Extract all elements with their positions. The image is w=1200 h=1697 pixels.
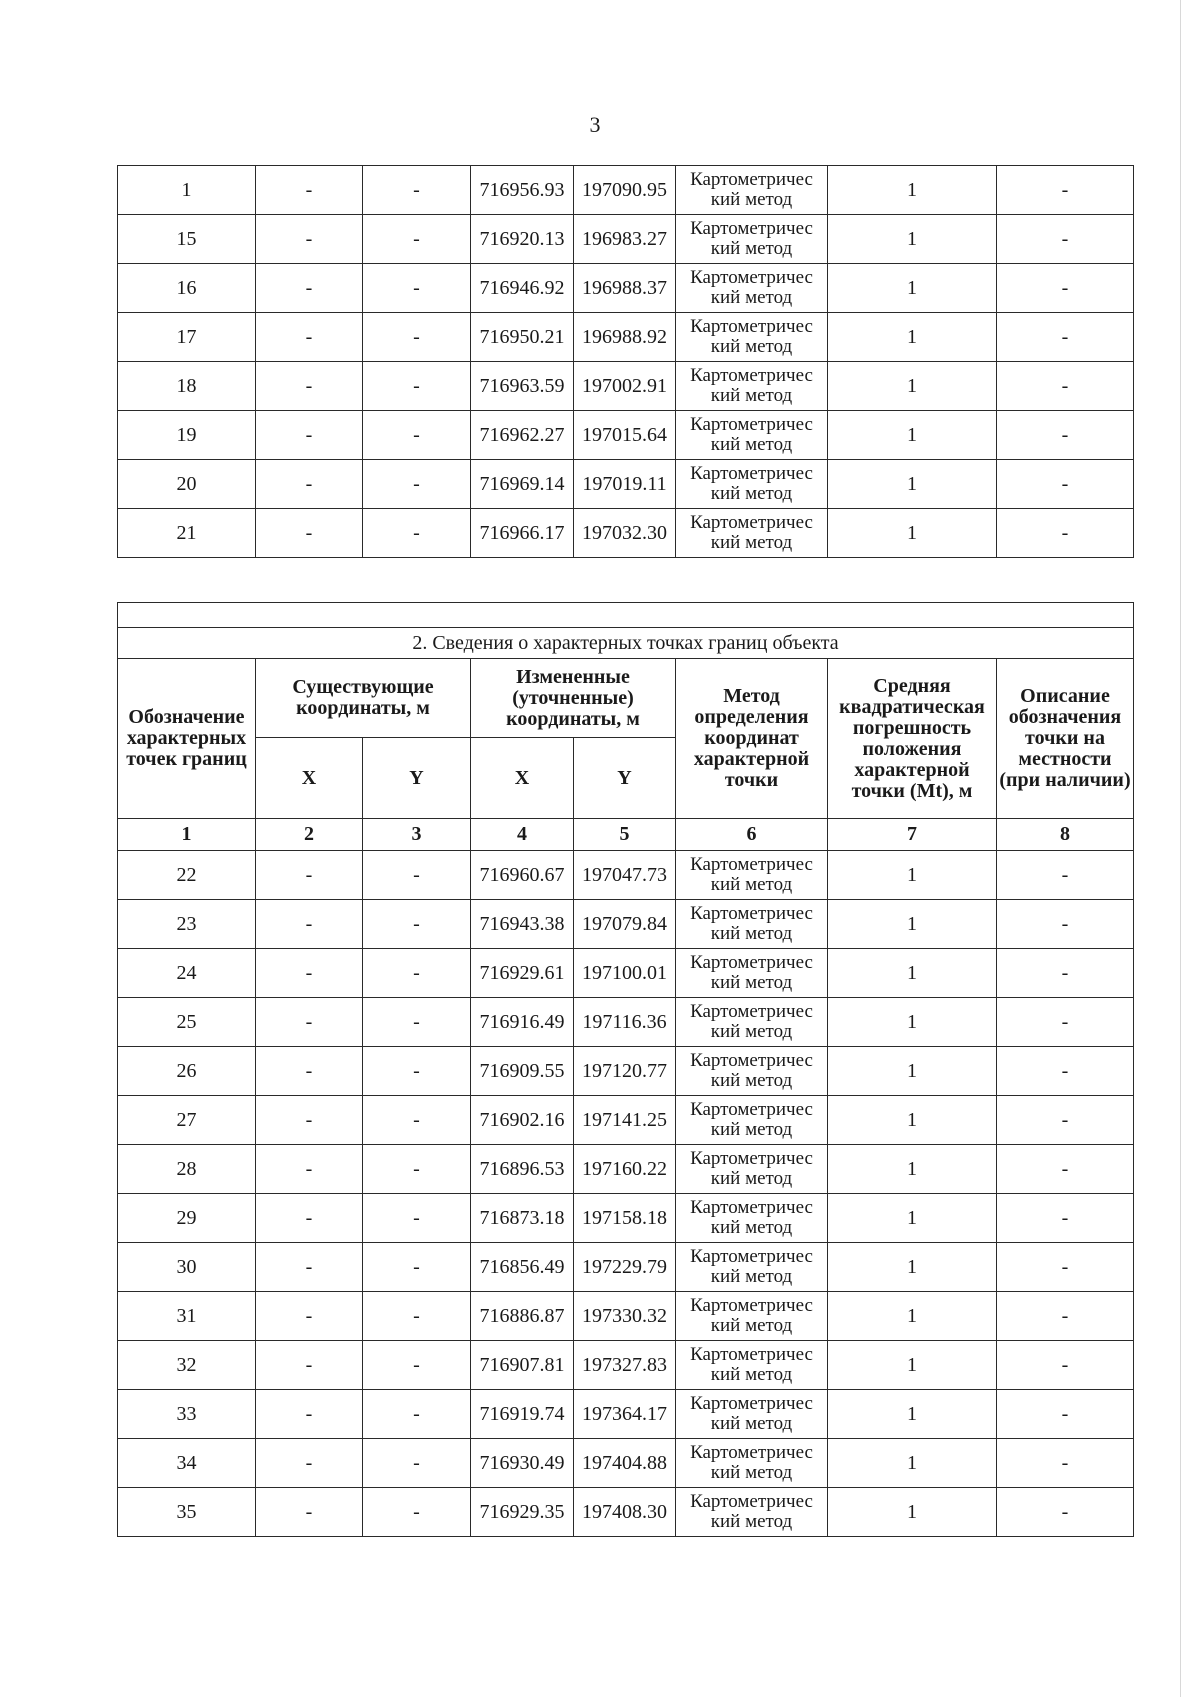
- table-row: [118, 313, 1134, 362]
- changed-y-cell: 196983.27: [574, 215, 676, 264]
- table-row: [118, 1047, 1134, 1096]
- changed-x-cell: 716929.35: [471, 1488, 574, 1537]
- existing-y-cell: -: [363, 166, 471, 215]
- table-row: [118, 1194, 1134, 1243]
- accuracy-cell: 1: [828, 215, 997, 264]
- changed-y-cell: 197002.91: [574, 362, 676, 411]
- section-title: 2. Сведения о характерных точках границ объекта: [118, 628, 1134, 659]
- boundary-points-table: [117, 602, 1134, 1537]
- changed-x-cell: 716943.38: [471, 900, 574, 949]
- accuracy-cell: 1: [828, 1145, 997, 1194]
- bottom-table-body: [118, 851, 1134, 1537]
- existing-y-cell: -: [363, 215, 471, 264]
- changed-y-cell: 197364.17: [574, 1390, 676, 1439]
- changed-x-cell: 716946.92: [471, 264, 574, 313]
- existing-y-cell: -: [363, 851, 471, 900]
- method-cell: Картометричес кий метод: [676, 1243, 828, 1292]
- changed-x-cell: 716886.87: [471, 1292, 574, 1341]
- description-cell: -: [997, 998, 1134, 1047]
- accuracy-cell: 1: [828, 900, 997, 949]
- header-existing-y: Y: [363, 738, 471, 819]
- changed-x-cell: 716920.13: [471, 215, 574, 264]
- table-row: [118, 1145, 1134, 1194]
- accuracy-cell: 1: [828, 509, 997, 558]
- changed-y-cell: 196988.37: [574, 264, 676, 313]
- changed-x-cell: 716856.49: [471, 1243, 574, 1292]
- changed-y-cell: 197404.88: [574, 1439, 676, 1488]
- existing-x-cell: -: [256, 1145, 363, 1194]
- changed-y-cell: 197330.32: [574, 1292, 676, 1341]
- point-number-cell: 15: [118, 215, 256, 264]
- table-row: [118, 900, 1134, 949]
- column-number: 4: [471, 819, 574, 851]
- point-number-cell: 16: [118, 264, 256, 313]
- existing-y-cell: -: [363, 460, 471, 509]
- changed-x-cell: 716950.21: [471, 313, 574, 362]
- changed-x-cell: 716966.17: [471, 509, 574, 558]
- existing-x-cell: -: [256, 264, 363, 313]
- table-row: [118, 998, 1134, 1047]
- header-accuracy: Средняя квадратическая погрешность положения характерной точки (Mt), м: [828, 659, 997, 819]
- table-row: [118, 215, 1134, 264]
- existing-y-cell: -: [363, 1341, 471, 1390]
- accuracy-cell: 1: [828, 411, 997, 460]
- description-cell: -: [997, 264, 1134, 313]
- changed-x-cell: 716902.16: [471, 1096, 574, 1145]
- changed-y-cell: 197090.95: [574, 166, 676, 215]
- header-row-1: [118, 659, 1134, 738]
- description-cell: -: [997, 851, 1134, 900]
- header-description: Описание обозначения точки на местности (при наличии): [997, 659, 1134, 819]
- changed-x-cell: 716929.61: [471, 949, 574, 998]
- description-cell: -: [997, 1194, 1134, 1243]
- existing-y-cell: -: [363, 1439, 471, 1488]
- point-number-cell: 25: [118, 998, 256, 1047]
- table-row: [118, 1439, 1134, 1488]
- changed-x-cell: 716873.18: [471, 1194, 574, 1243]
- column-number: 6: [676, 819, 828, 851]
- point-number-cell: 19: [118, 411, 256, 460]
- column-number: 8: [997, 819, 1134, 851]
- point-number-cell: 27: [118, 1096, 256, 1145]
- existing-y-cell: -: [363, 362, 471, 411]
- description-cell: -: [997, 215, 1134, 264]
- point-number-cell: 24: [118, 949, 256, 998]
- point-number-cell: 22: [118, 851, 256, 900]
- description-cell: -: [997, 460, 1134, 509]
- existing-x-cell: -: [256, 166, 363, 215]
- changed-x-cell: 716896.53: [471, 1145, 574, 1194]
- existing-x-cell: -: [256, 949, 363, 998]
- existing-x-cell: -: [256, 1439, 363, 1488]
- method-cell: Картометричес кий метод: [676, 1194, 828, 1243]
- changed-y-cell: 197047.73: [574, 851, 676, 900]
- point-number-cell: 26: [118, 1047, 256, 1096]
- existing-y-cell: -: [363, 411, 471, 460]
- point-number-cell: 17: [118, 313, 256, 362]
- existing-x-cell: -: [256, 215, 363, 264]
- page-edge-line: [1180, 0, 1181, 1697]
- column-number: 1: [118, 819, 256, 851]
- accuracy-cell: 1: [828, 1439, 997, 1488]
- existing-x-cell: -: [256, 460, 363, 509]
- table-row: [118, 509, 1134, 558]
- description-cell: -: [997, 411, 1134, 460]
- table-row: [118, 1488, 1134, 1537]
- table-row: [118, 264, 1134, 313]
- existing-y-cell: -: [363, 1096, 471, 1145]
- header-changed-coords: Измененные (уточненные) координаты, м: [471, 659, 676, 738]
- table-row: [118, 1390, 1134, 1439]
- description-cell: -: [997, 1390, 1134, 1439]
- changed-y-cell: 197408.30: [574, 1488, 676, 1537]
- accuracy-cell: 1: [828, 1047, 997, 1096]
- table-row: [118, 166, 1134, 215]
- changed-x-cell: 716907.81: [471, 1341, 574, 1390]
- existing-x-cell: -: [256, 1194, 363, 1243]
- existing-y-cell: -: [363, 1194, 471, 1243]
- method-cell: Картометричес кий метод: [676, 900, 828, 949]
- accuracy-cell: 1: [828, 264, 997, 313]
- section-title-row: [118, 628, 1134, 659]
- existing-x-cell: -: [256, 1096, 363, 1145]
- accuracy-cell: 1: [828, 1341, 997, 1390]
- header-designation: Обозначение характерных точек границ: [118, 659, 256, 819]
- existing-y-cell: -: [363, 1047, 471, 1096]
- existing-y-cell: -: [363, 1292, 471, 1341]
- description-cell: -: [997, 1243, 1134, 1292]
- method-cell: Картометричес кий метод: [676, 1292, 828, 1341]
- page-number: 3: [589, 112, 601, 137]
- changed-y-cell: 197120.77: [574, 1047, 676, 1096]
- changed-x-cell: 716969.14: [471, 460, 574, 509]
- header-existing-x: X: [256, 738, 363, 819]
- method-cell: Картометричес кий метод: [676, 166, 828, 215]
- existing-y-cell: -: [363, 313, 471, 362]
- existing-x-cell: -: [256, 1047, 363, 1096]
- point-number-cell: 28: [118, 1145, 256, 1194]
- existing-y-cell: -: [363, 509, 471, 558]
- point-number-cell: 31: [118, 1292, 256, 1341]
- changed-x-cell: 716919.74: [471, 1390, 574, 1439]
- accuracy-cell: 1: [828, 166, 997, 215]
- column-number: 2: [256, 819, 363, 851]
- column-numbers-row: [118, 819, 1134, 851]
- existing-y-cell: -: [363, 1390, 471, 1439]
- description-cell: -: [997, 900, 1134, 949]
- table-row: [118, 460, 1134, 509]
- method-cell: Картометричес кий метод: [676, 949, 828, 998]
- existing-y-cell: -: [363, 998, 471, 1047]
- method-cell: Картометричес кий метод: [676, 1047, 828, 1096]
- existing-x-cell: -: [256, 313, 363, 362]
- accuracy-cell: 1: [828, 1243, 997, 1292]
- table-row: [118, 851, 1134, 900]
- existing-y-cell: -: [363, 1488, 471, 1537]
- column-number: 7: [828, 819, 997, 851]
- blank-cell: [118, 603, 1134, 628]
- method-cell: Картометричес кий метод: [676, 313, 828, 362]
- method-cell: Картометричес кий метод: [676, 998, 828, 1047]
- changed-x-cell: 716956.93: [471, 166, 574, 215]
- changed-y-cell: 197116.36: [574, 998, 676, 1047]
- blank-row: [118, 603, 1134, 628]
- existing-y-cell: -: [363, 1243, 471, 1292]
- point-number-cell: 34: [118, 1439, 256, 1488]
- header-changed-x: X: [471, 738, 574, 819]
- accuracy-cell: 1: [828, 460, 997, 509]
- description-cell: -: [997, 166, 1134, 215]
- point-number-cell: 35: [118, 1488, 256, 1537]
- description-cell: -: [997, 509, 1134, 558]
- method-cell: Картометричес кий метод: [676, 851, 828, 900]
- changed-x-cell: 716909.55: [471, 1047, 574, 1096]
- method-cell: Картометричес кий метод: [676, 362, 828, 411]
- method-cell: Картометричес кий метод: [676, 460, 828, 509]
- existing-y-cell: -: [363, 1145, 471, 1194]
- accuracy-cell: 1: [828, 1096, 997, 1145]
- header-method: Метод определения координат характерной точки: [676, 659, 828, 819]
- changed-y-cell: 197229.79: [574, 1243, 676, 1292]
- method-cell: Картометричес кий метод: [676, 1390, 828, 1439]
- top-coordinates-table: [117, 165, 1134, 558]
- changed-x-cell: 716930.49: [471, 1439, 574, 1488]
- method-cell: Картометричес кий метод: [676, 509, 828, 558]
- changed-x-cell: 716962.27: [471, 411, 574, 460]
- changed-y-cell: 197019.11: [574, 460, 676, 509]
- description-cell: -: [997, 1292, 1134, 1341]
- description-cell: -: [997, 1096, 1134, 1145]
- existing-x-cell: -: [256, 900, 363, 949]
- table-row: [118, 1243, 1134, 1292]
- point-number-cell: 18: [118, 362, 256, 411]
- method-cell: Картометричес кий метод: [676, 1145, 828, 1194]
- point-number-cell: 20: [118, 460, 256, 509]
- method-cell: Картометричес кий метод: [676, 264, 828, 313]
- point-number-cell: 30: [118, 1243, 256, 1292]
- existing-x-cell: -: [256, 1243, 363, 1292]
- existing-x-cell: -: [256, 509, 363, 558]
- accuracy-cell: 1: [828, 313, 997, 362]
- changed-y-cell: 196988.92: [574, 313, 676, 362]
- table-row: [118, 1292, 1134, 1341]
- point-number-cell: 32: [118, 1341, 256, 1390]
- accuracy-cell: 1: [828, 1292, 997, 1341]
- existing-x-cell: -: [256, 998, 363, 1047]
- changed-y-cell: 197079.84: [574, 900, 676, 949]
- accuracy-cell: 1: [828, 1194, 997, 1243]
- existing-x-cell: -: [256, 1292, 363, 1341]
- changed-y-cell: 197032.30: [574, 509, 676, 558]
- table-row: [118, 411, 1134, 460]
- method-cell: Картометричес кий метод: [676, 1341, 828, 1390]
- accuracy-cell: 1: [828, 949, 997, 998]
- existing-x-cell: -: [256, 1390, 363, 1439]
- existing-x-cell: -: [256, 1341, 363, 1390]
- changed-x-cell: 716916.49: [471, 998, 574, 1047]
- changed-y-cell: 197015.64: [574, 411, 676, 460]
- accuracy-cell: 1: [828, 1488, 997, 1537]
- description-cell: -: [997, 1488, 1134, 1537]
- description-cell: -: [997, 1047, 1134, 1096]
- method-cell: Картометричес кий метод: [676, 215, 828, 264]
- table-row: [118, 949, 1134, 998]
- existing-y-cell: -: [363, 264, 471, 313]
- header-changed-y: Y: [574, 738, 676, 819]
- description-cell: -: [997, 1341, 1134, 1390]
- changed-y-cell: 197327.83: [574, 1341, 676, 1390]
- existing-x-cell: -: [256, 362, 363, 411]
- changed-x-cell: 716963.59: [471, 362, 574, 411]
- column-number: 3: [363, 819, 471, 851]
- existing-x-cell: -: [256, 851, 363, 900]
- description-cell: -: [997, 313, 1134, 362]
- table-row: [118, 1341, 1134, 1390]
- existing-y-cell: -: [363, 949, 471, 998]
- existing-y-cell: -: [363, 900, 471, 949]
- point-number-cell: 33: [118, 1390, 256, 1439]
- accuracy-cell: 1: [828, 851, 997, 900]
- description-cell: -: [997, 949, 1134, 998]
- accuracy-cell: 1: [828, 998, 997, 1047]
- header-existing-coords: Существующие координаты, м: [256, 659, 471, 738]
- changed-y-cell: 197160.22: [574, 1145, 676, 1194]
- changed-y-cell: 197158.18: [574, 1194, 676, 1243]
- changed-y-cell: 197100.01: [574, 949, 676, 998]
- description-cell: -: [997, 1145, 1134, 1194]
- description-cell: -: [997, 1439, 1134, 1488]
- description-cell: -: [997, 362, 1134, 411]
- accuracy-cell: 1: [828, 362, 997, 411]
- table-row: [118, 362, 1134, 411]
- changed-y-cell: 197141.25: [574, 1096, 676, 1145]
- method-cell: Картометричес кий метод: [676, 1488, 828, 1537]
- accuracy-cell: 1: [828, 1390, 997, 1439]
- method-cell: Картометричес кий метод: [676, 1439, 828, 1488]
- existing-x-cell: -: [256, 411, 363, 460]
- method-cell: Картометричес кий метод: [676, 1096, 828, 1145]
- point-number-cell: 29: [118, 1194, 256, 1243]
- column-number: 5: [574, 819, 676, 851]
- method-cell: Картометричес кий метод: [676, 411, 828, 460]
- existing-x-cell: -: [256, 1488, 363, 1537]
- table-row: [118, 1096, 1134, 1145]
- point-number-cell: 21: [118, 509, 256, 558]
- changed-x-cell: 716960.67: [471, 851, 574, 900]
- top-table-body: [118, 166, 1134, 558]
- point-number-cell: 23: [118, 900, 256, 949]
- point-number-cell: 1: [118, 166, 256, 215]
